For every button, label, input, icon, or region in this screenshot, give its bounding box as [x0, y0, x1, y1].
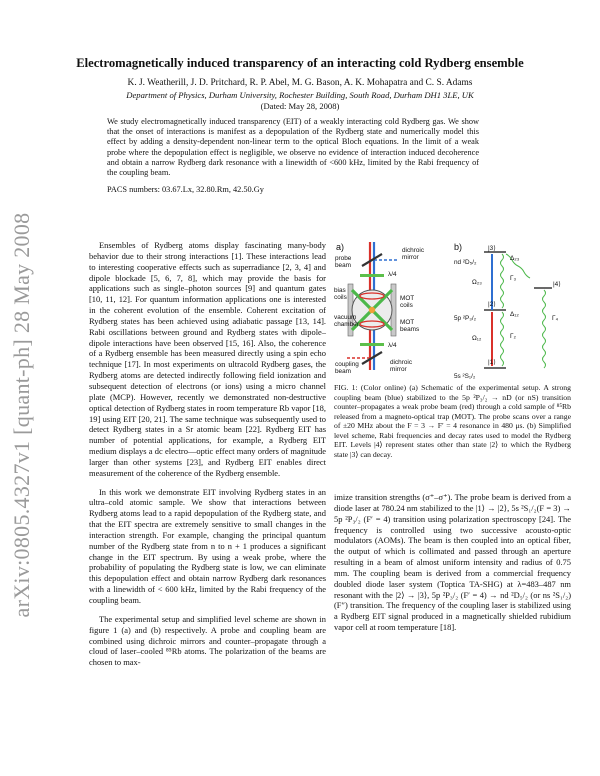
atom-cloud [369, 307, 375, 313]
arxiv-identifier: arXiv:0805.4327v1 [quant-ph] 28 May 2008 [9, 212, 34, 618]
label-mot-coils-2: coils [400, 302, 413, 309]
label-vacuum-2: chamber [334, 321, 359, 328]
paper-title: Electromagnetically induced transparency of an interacting cold Rydberg ensemble [76, 56, 524, 70]
label-mot-coils: MOT [400, 295, 415, 302]
label-coupling-2: beam [335, 368, 351, 375]
body-paragraph-2: In this work we demonstrate EIT involving Rydberg states in an ultra–cold atomic sample. We show that interactions between Rydberg atoms lead to a rapid depopulation of the Rydberg state, and that the EIT spectra are extremely sensitive to small changes in the interaction strength. For example, changing the principal quantum number of the Rydberg state from n to n + 1 produces a significant change in the EIT spectrum. By using a weak probe, where the probability of populating the Rydberg state is low, we can eliminate this depopulation effect and obtain narrow Rydberg dark resonances with a linewidth of < 600 kHz, limited by the Rabi frequency of the coupling beam. [89, 486, 326, 605]
label-omega12: Ω₁₂ [472, 335, 482, 342]
panel-b-label: b) [454, 242, 463, 252]
label-probe: probe [335, 255, 352, 262]
decay-gamma2 [501, 312, 504, 366]
label-mot-beams-2: beams [400, 326, 420, 333]
label-dichroic-bottom: dichroic [390, 359, 413, 366]
waveplate-top [360, 274, 384, 277]
label-5p-state: 5p ²P₃/₂ [454, 315, 477, 322]
label-coupling: coupling [335, 361, 359, 368]
pacs-numbers: PACS numbers: 03.67.Lx, 32.80.Rm, 42.50.Gy [107, 185, 264, 194]
label-gamma2: Γ₂ [510, 333, 517, 340]
label-bias: bias [334, 287, 346, 294]
figure-1-caption: FIG. 1: (Color online) (a) Schematic of the experimental setup. A strong coupling beam (blue) stabilized to the 5p ²P₃/₂ → nD (or nS) transition counter–propagates a weak probe beam (red) through a cold sample of ⁸⁵Rb released from a magneto-optical trap (MOT). The probe scans over a range of ±20 MHz about the F = 3 → F′ = 4 resonance in 480 μs. (b) Simplified level scheme, Rabi frequencies and decay rates used to model the Rydberg EIT. Levels |4⟩ represent states other than state |2⟩ to which the Rydberg state |3⟩ can decay. [334, 383, 571, 459]
panel-a-label: a) [336, 242, 345, 252]
label-bias-2: coils [334, 294, 347, 301]
label-dichroic-top: dichroic [402, 247, 425, 254]
label-delta23: Δ₂₃ [510, 255, 520, 262]
label-waveplate-bottom: λ/4 [388, 342, 397, 349]
label-waveplate-top: λ/4 [388, 271, 397, 278]
label-state-3: |3⟩ [488, 245, 496, 252]
label-gamma4: Γ₄ [552, 315, 559, 322]
label-state-2: |2⟩ [488, 301, 496, 308]
label-dichroic-top-2: mirror [402, 254, 419, 261]
label-probe-2: beam [335, 262, 351, 269]
decay-gamma4 [543, 290, 546, 368]
waveplate-bottom [360, 343, 384, 346]
author-list: K. J. Weatherill, J. D. Pritchard, R. P. Abel, M. G. Bason, A. K. Mohapatra and C. S. Adams [127, 78, 473, 88]
right-column-text: imize transition strengths (σ⁺–σ⁺). The probe beam is derived from a diode laser at 780.24 nm stabilized to the |1⟩ → |2⟩, 5s ²S₁/₂(F = 3) → 5p ²P₃/₂ (F′ = 4) transition using polarization spectroscopy [24]. The frequency is controlled using two successive acousto-optic modulators (AOMs). The beam is then coupled into an optical fiber, the output of which is collimated and passed through an aperture resulting in a beam of almost uniform intensity and radius of 0.75 mm. The coupling beam is derived from a commercial frequency doubled diode laser system (Toptica TA-SHG) at λ=483–487 nm resonant with the |2⟩ → |3⟩, 5p ²P₃/₂ (F′ = 4) → nd ²D₅/₂ (or ns ²S₁/₂) (F″) transition. The frequency of the coupling laser is stabilized using a Rydberg EIT signal produced in a magnetically shielded rubidium vapor cell at room temperature [18]. [334, 492, 571, 633]
label-mot-beams: MOT [400, 319, 415, 326]
affiliation: Department of Physics, Durham University, Rochester Building, South Road, Durham DH1 3LE, UK [126, 90, 474, 100]
arxiv-sidebar [4, 200, 40, 630]
abstract: We study electromagnetically induced transparency (EIT) of a weakly interacting cold Rydberg gas. We show that the onset of interactions is manifest as a depopulation of the Rydberg state and numerically model this effect by adding a density-dependent non-linear term to the optical Bloch equations. In the limit of a weak probe where the depopulation effect is negligible, we observe no evidence of interaction induced decoherence and obtain a narrow Rydberg dark resonance with a linewidth of <600 kHz, limited by the Rabi frequency of the coupling beam. [107, 117, 479, 178]
label-gamma3: Γ₃ [510, 275, 517, 282]
body-paragraph-1: Ensembles of Rydberg atoms display fascinating many-body behavior due to their strong interactions [1]. These interactions lead to interesting cooperative effects such as superradiance [2, 3, 4] and dipole blockade [5, 6, 7, 8], which may provide the basis for applications such as single–photon sources [9] and quantum gates [10, 11, 12]. For quantum information applications one is interested in the coherent evolution of the ensemble. Coherent excitation of Rydberg states has been achieved using adiabatic passage [13, 14]. Rabi oscillations between ground and Rydberg states with dipole–dipole interactions have been observed [15, 16]. Also, the coherence of a Rydberg ensemble has been measured directly using a spin echo technique [17]. In most experiments on ultracold Rydberg gases, the Rydberg atoms are detected indirectly following field ionization and subsequent detection of electrons (or ions) using a micro channel plate (MCP). However, recently we demonstrated non-destructive optical detection of Rydberg states in room temperature Rb vapor [18, 19] using EIT [20, 21]. The same technique was subsequently used to detect Rydberg states in a Sr atomic beam [22]. Rydberg EIT has number of potential applications, for example, a Rydberg EIT medium displays a dc electro—optic effect many orders of magnitude larger than other systems [23], and Rydberg EIT enables direct measurement of the coherence of the Rydberg ensemble. [89, 240, 326, 478]
label-vacuum: vacuum [334, 314, 357, 321]
left-column [89, 240, 326, 668]
label-5s-state: 5s ²S₁/₂ [454, 373, 476, 380]
label-nd-state: nd ²D₅/₂ [454, 259, 477, 266]
body-paragraph-3: The experimental setup and simplified level scheme are shown in figure 1 (a) and (b) respectively. A probe and coupling beam are combined using dichroic mirrors and counter–propagate through a cloud of laser–cooled ⁸⁵Rb atoms. The polarization of the beams are chosen to max- [89, 613, 326, 668]
date-line: (Dated: May 28, 2008) [260, 101, 340, 111]
label-state-4: |4⟩ [553, 281, 561, 288]
figure-1-diagram [334, 240, 571, 382]
label-omega23: Ω₂₃ [472, 279, 482, 286]
label-dichroic-bottom-2: mirror [390, 366, 407, 373]
label-state-1: |1⟩ [488, 359, 496, 366]
decay-gamma3 [501, 254, 504, 308]
label-delta12: Δ₁₂ [510, 311, 519, 318]
